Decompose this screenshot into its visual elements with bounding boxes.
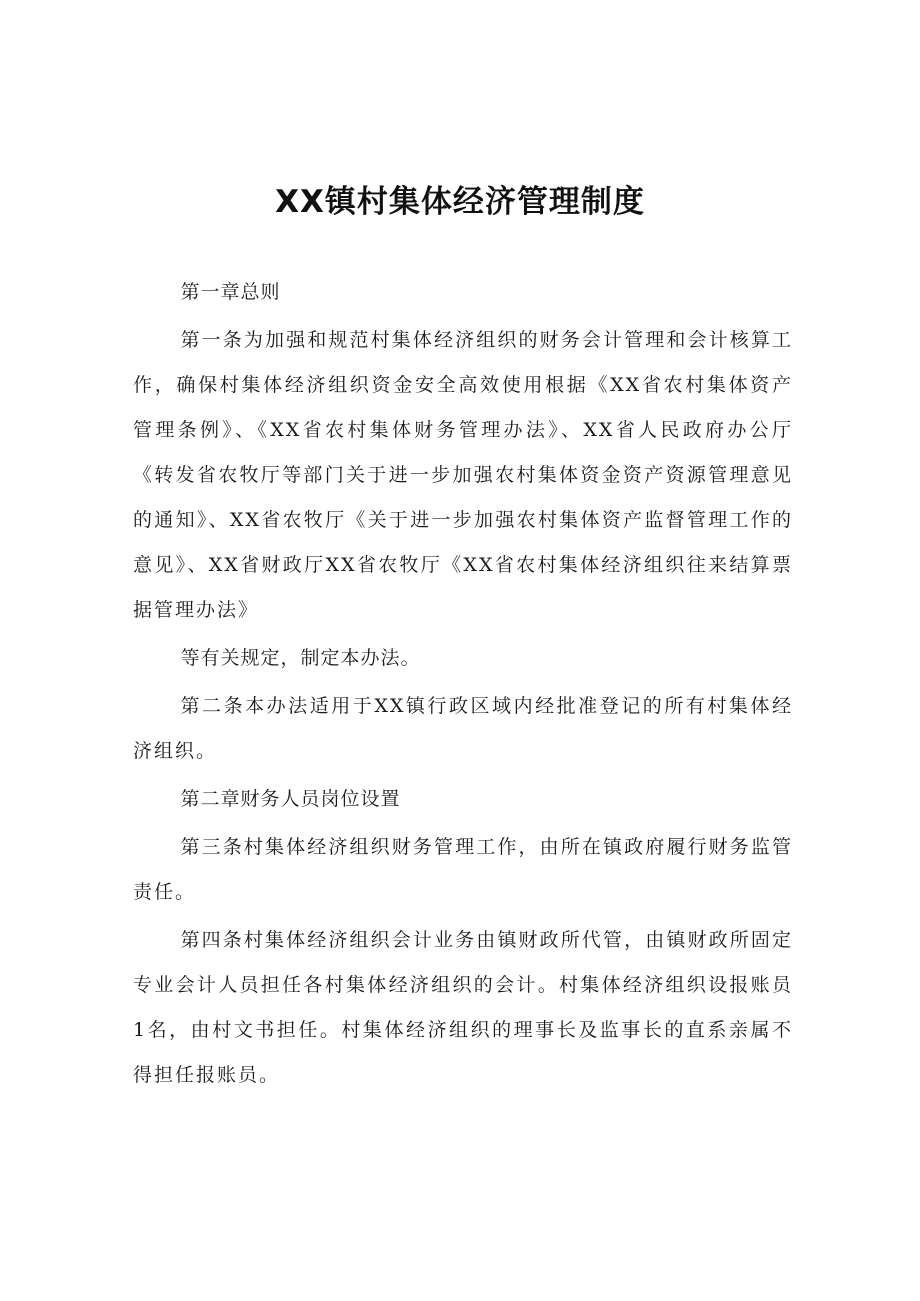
article-1: 第一条为加强和规范村集体经济组织的财务会计管理和会计核算工作，确保村集体经济组织资金安全高效使用根据《XX省农村集体资产管理条例》、《XX省农村集体财务管理办法》、XX省人民政府办公厅《转发省农牧厅等部门关于进一步加强农村集体资金资产资源管理意见的通知》、XX省农牧厅《关于进一步加强农村集体资产监督管理工作的意见》、XX省财政厅XX省农牧厅《XX省农村集体经济组织往来结算票据管理办法》 [133, 329, 793, 621]
article-2: 第二条本办法适用于XX镇行政区域内经批准登记的所有村集体经济组织。 [133, 695, 793, 762]
document-title: XX镇村集体经济管理制度 [275, 184, 645, 220]
article-4: 第四条村集体经济组织会计业务由镇财政所代管，由镇财政所固定专业会计人员担任各村集体经济组织的会计。村集体经济组织设报账员1名，由村文书担任。村集体经济组织的理事长及监事长的直系亲属不得担任报账员。 [133, 929, 793, 1086]
chapter-2-heading: 第二章财务人员岗位设置 [180, 788, 401, 810]
article-1-continuation: 等有关规定，制定本办法。 [180, 647, 421, 669]
chapter-1-heading: 第一章总则 [180, 281, 281, 303]
article-3: 第三条村集体经济组织财务管理工作，由所在镇政府履行财务监管责任。 [133, 836, 793, 903]
document-body [133, 270, 793, 1101]
